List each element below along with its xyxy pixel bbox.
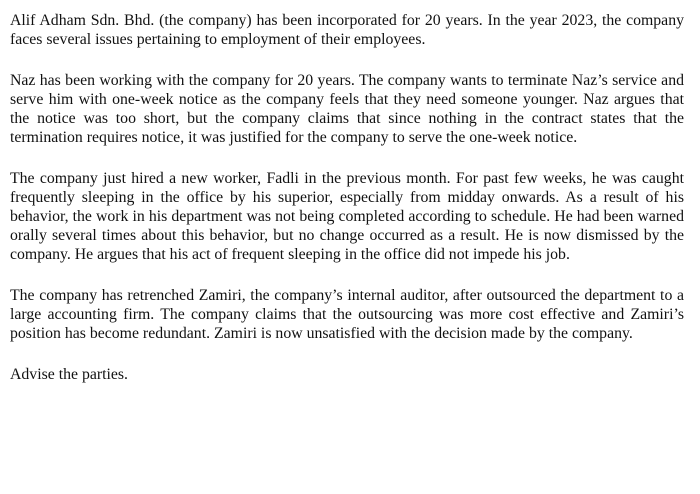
intro-paragraph: Alif Adham Sdn. Bhd. (the company) has been incorporated for 20 years. In the year 2023, the company faces several issues pertaining to employment of their employees.: [10, 12, 684, 48]
zamiri-paragraph: The company has retrenched Zamiri, the company’s internal auditor, after outsourced the department to a large accounting firm. The company claims that the outsourcing was more cost effective and Zamiri’s position has become redundant. Zamiri is now unsatisfied with the decision made by the company.: [10, 287, 684, 342]
fadli-paragraph: The company just hired a new worker, Fadli in the previous month. For past few weeks, he was caught frequently sleeping in the office by his superior, especially from midday onwards. As a result of his behavior, the work in his department was not being completed according to schedule. He had been warned orally several times about this behavior, but no change occurred as a result. He is now dismissed by the company. He argues that his act of frequent sleeping in the office did not impede his job.: [10, 170, 684, 263]
document-body: [10, 11, 684, 384]
instruction-paragraph: Advise the parties.: [10, 366, 129, 383]
naz-paragraph: Naz has been working with the company for 20 years. The company wants to terminate Naz’s service and serve him with one-week notice as the company feels that they need someone younger. Naz argues that the notice was too short, but the company claims that since nothing in the contract states that the termination requires notice, it was justified for the company to serve the one-week notice.: [10, 72, 684, 146]
